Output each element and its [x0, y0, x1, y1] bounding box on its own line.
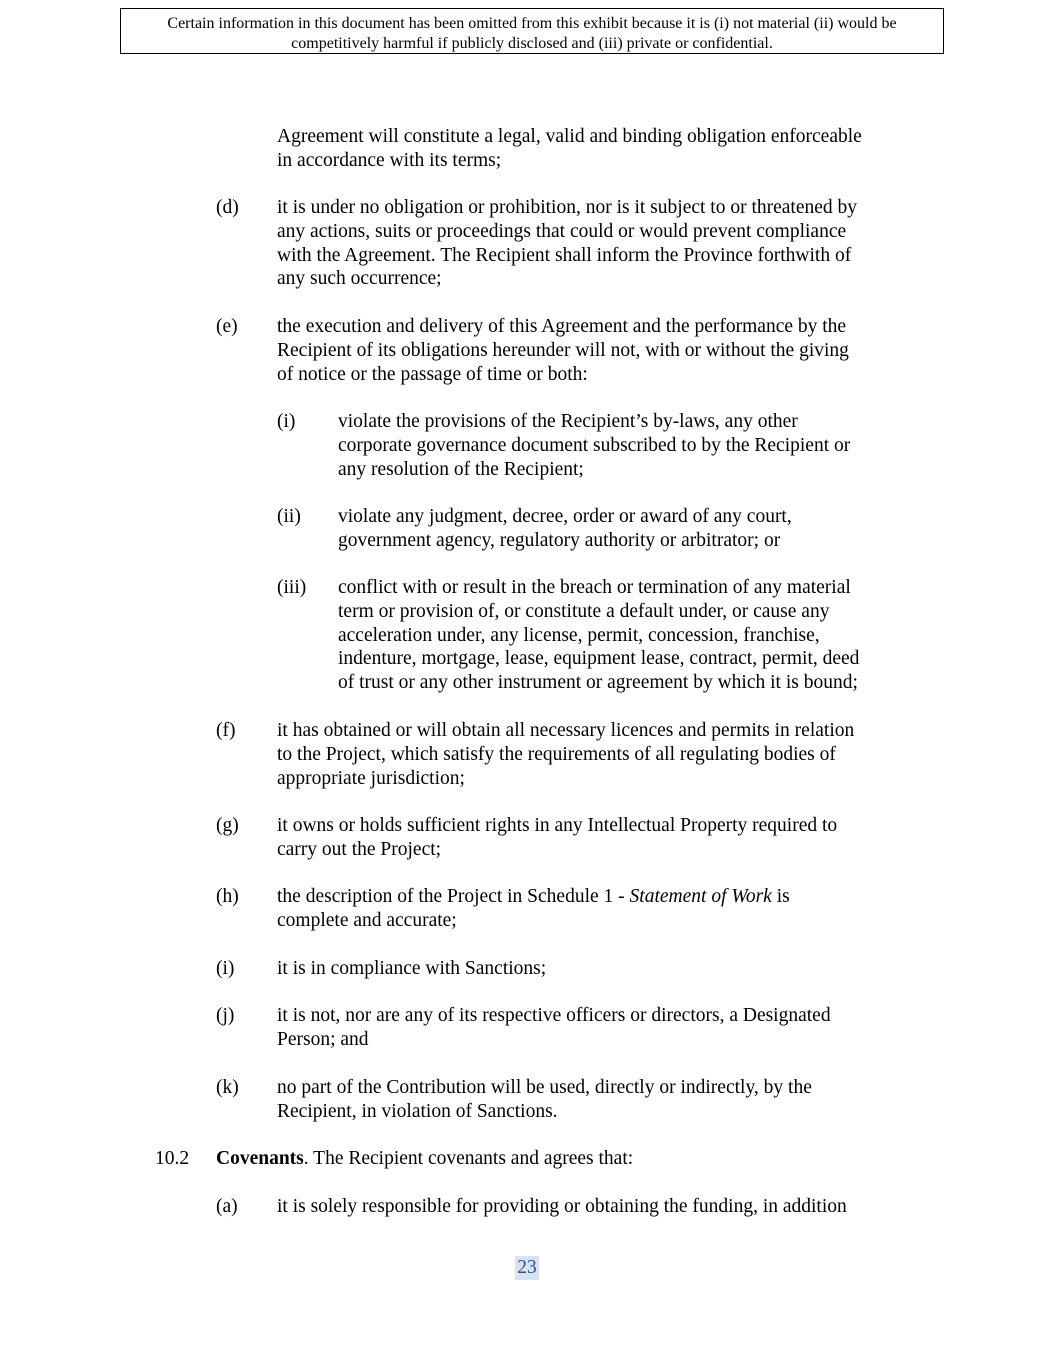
- section-number-10-2: 10.2: [155, 1148, 190, 1169]
- text-line: it is under no obligation or prohibition, nor is it subject to or threatened by: [277, 197, 858, 218]
- item-text-a: it is solely responsible for providing or obtaining the funding, in addition: [277, 1196, 847, 1217]
- subitem-text-ii: [338, 505, 792, 553]
- item-text-f: [277, 719, 854, 790]
- subitem-text-i: [338, 410, 850, 481]
- item-text-i: [277, 957, 546, 981]
- item-label-j: (j): [216, 1005, 235, 1026]
- text-line: Agreement will constitute a legal, valid and binding obligation enforceable: [277, 126, 862, 147]
- text-line: term or provision of, or constitute a default under, or cause any: [338, 600, 830, 622]
- confidentiality-disclaimer-box: [120, 8, 944, 54]
- item-text-d: [277, 196, 857, 291]
- text-line: violate any judgment, decree, order or award of any court,: [338, 506, 792, 527]
- text-line: it is in compliance with Sanctions;: [277, 958, 547, 979]
- text-line: government agency, regulatory authority or arbitrator; or: [338, 529, 781, 551]
- text-line: Recipient, in violation of Sanctions.: [277, 1100, 558, 1122]
- subitem-text-iii: [338, 576, 859, 695]
- text-line: any such occurrence;: [277, 268, 442, 290]
- text-line: indenture, mortgage, lease, equipment lease, contract, permit, deed: [338, 648, 860, 670]
- item-label-d: (d): [216, 197, 239, 218]
- text-line: of notice or the passage of time or both:: [277, 363, 588, 385]
- text-line: [277, 885, 790, 909]
- item-label-k: (k): [216, 1077, 239, 1098]
- text-line: in accordance with its terms;: [277, 149, 502, 171]
- text-segment: is: [771, 886, 790, 907]
- subitem-label-i: (i): [277, 411, 296, 432]
- text-line: it owns or holds sufficient rights in any Intellectual Property required to: [277, 815, 838, 836]
- text-line: violate the provisions of the Recipient’s by-laws, any other: [338, 411, 798, 432]
- text-line: the execution and delivery of this Agreement and the performance by the: [277, 316, 847, 337]
- subitem-label-iii: (iii): [277, 577, 307, 598]
- text-line: any actions, suits or proceedings that could or would prevent compliance: [277, 220, 847, 242]
- item-text-e: [277, 315, 849, 386]
- item-label-h: (h): [216, 886, 239, 907]
- disclaimer-line-1: Certain information in this document has been omitted from this exhibit because it is (i) not material (ii) would be: [167, 15, 897, 32]
- text-line: acceleration under, any license, permit, concession, franchise,: [338, 624, 820, 646]
- text-line: of trust or any other instrument or agreement by which it is bound;: [338, 672, 858, 694]
- continuation-paragraph: [277, 125, 862, 173]
- section-heading-line: [216, 1147, 633, 1171]
- subitem-label-ii: (ii): [277, 506, 301, 527]
- text-line: complete and accurate;: [277, 909, 457, 931]
- item-text-g: [277, 814, 837, 862]
- item-text-h: [277, 885, 790, 933]
- text-line: any resolution of the Recipient;: [338, 458, 584, 480]
- disclaimer-line-2: competitively harmful if publicly disclosed and (iii) private or confidential.: [291, 35, 773, 52]
- item-label-e: (e): [216, 316, 238, 337]
- text-line: it is not, nor are any of its respective officers or directors, a Designated: [277, 1005, 831, 1026]
- section-heading-rest: . The Recipient covenants and agrees that:: [303, 1148, 634, 1169]
- text-line: carry out the Project;: [277, 838, 442, 860]
- item-text-j: [277, 1004, 831, 1052]
- section-heading-covenants: Covenants: [216, 1148, 304, 1169]
- text-line: corporate governance document subscribed to by the Recipient or: [338, 434, 851, 456]
- text-line: to the Project, which satisfy the requirements of all regulating bodies of: [277, 743, 836, 765]
- item-label-i: (i): [216, 958, 235, 979]
- text-segment: the description of the Project in Schedule 1 -: [277, 886, 630, 907]
- text-line: it has obtained or will obtain all necessary licences and permits in relation: [277, 720, 855, 741]
- item-text-k: [277, 1076, 812, 1124]
- text-line: appropriate jurisdiction;: [277, 767, 465, 789]
- page-number: 23: [515, 1256, 539, 1280]
- text-line: Person; and: [277, 1028, 369, 1050]
- item-label-g: (g): [216, 815, 239, 836]
- text-line: Recipient of its obligations hereunder will not, with or without the giving: [277, 339, 849, 361]
- schedule-title-italic: Statement of Work: [629, 886, 772, 907]
- item-label-a: (a): [216, 1196, 238, 1217]
- text-line: no part of the Contribution will be used, directly or indirectly, by the: [277, 1077, 812, 1098]
- text-line: with the Agreement. The Recipient shall inform the Province forthwith of: [277, 244, 852, 266]
- text-line: conflict with or result in the breach or termination of any material: [338, 577, 851, 598]
- item-label-f: (f): [216, 720, 236, 741]
